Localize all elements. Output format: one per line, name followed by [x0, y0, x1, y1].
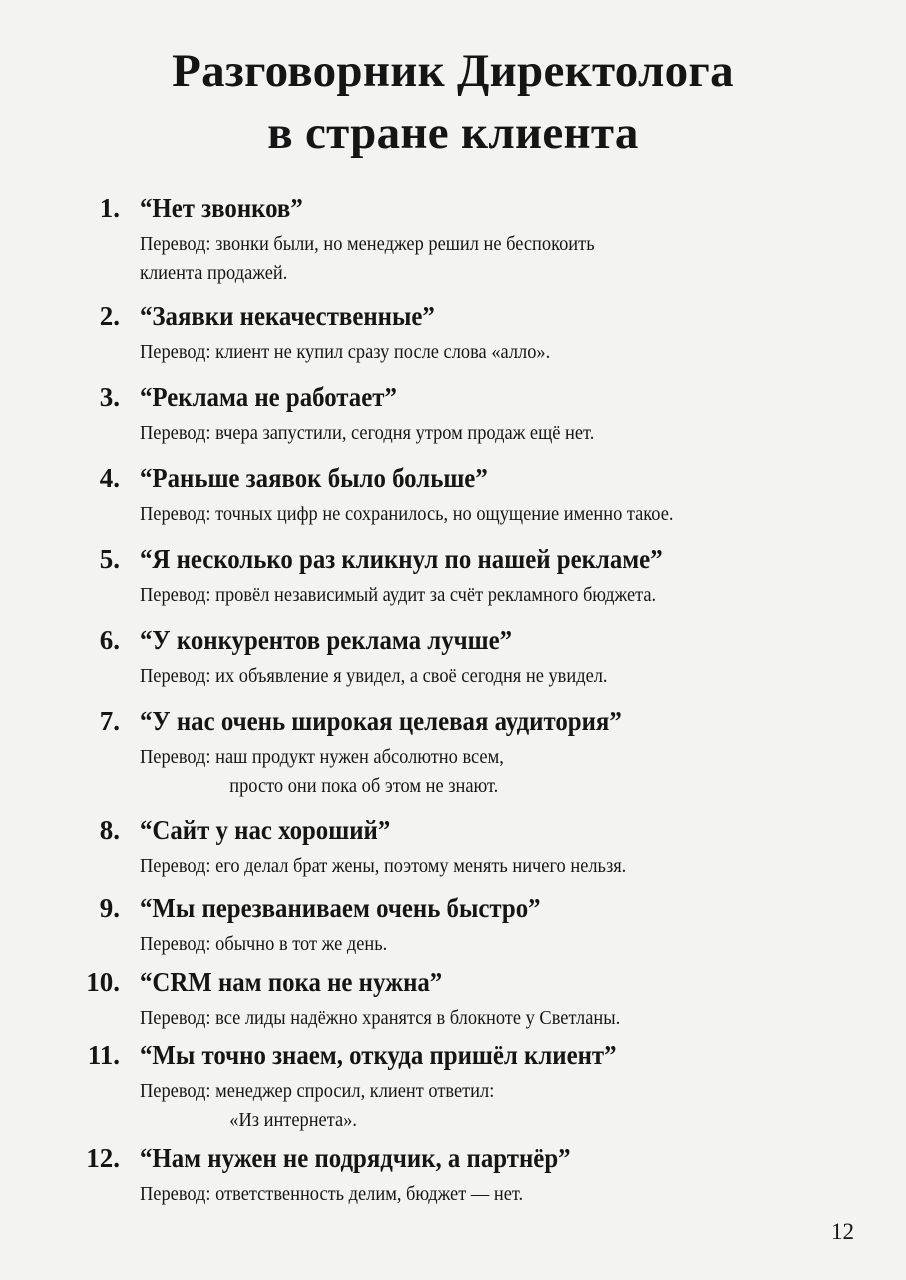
- translation-line: Перевод: ответственность делим, бюджет — нет.: [140, 1183, 524, 1205]
- entry-number: 2.: [99, 301, 120, 331]
- translation-line: Перевод: звонки были, но менеджер решил не беспокоить: [140, 233, 595, 255]
- entry-phrase: “Мы перезваниваем очень быстро”: [140, 893, 541, 923]
- entry-number: 12.: [86, 1143, 120, 1173]
- entry-number: 11.: [87, 1040, 120, 1070]
- entry-translation: [140, 230, 595, 288]
- entry-number: 6.: [99, 625, 120, 655]
- translation-line: Перевод: провёл независимый аудит за счёт рекламного бюджета.: [140, 584, 657, 606]
- entry-translation: [140, 1004, 620, 1033]
- entry-number: 10.: [86, 967, 120, 997]
- entry-phrase: “Раньше заявок было больше”: [140, 463, 488, 493]
- entry-number: 5.: [99, 544, 120, 574]
- translation-line: Перевод: наш продукт нужен абсолютно всем,: [140, 746, 504, 768]
- entry-number: 7.: [99, 706, 120, 736]
- entry-phrase: “Реклама не работает”: [140, 382, 397, 412]
- translation-line: «Из интернета».: [229, 1109, 357, 1131]
- entry-phrase: “У конкурентов реклама лучше”: [140, 625, 513, 655]
- entry-phrase: “У нас очень широкая целевая аудитория”: [140, 706, 622, 736]
- translation-line: Перевод: обычно в тот же день.: [140, 933, 388, 955]
- page-number: 12: [831, 1219, 854, 1244]
- entry-translation: [140, 743, 504, 801]
- entry-number: 3.: [99, 382, 120, 412]
- entry-translation: [140, 581, 656, 610]
- translation-line: Перевод: их объявление я увидел, а своё сегодня не увидел.: [140, 665, 608, 687]
- translation-line: Перевод: все лиды надёжно хранятся в блокноте у Светланы.: [140, 1007, 621, 1029]
- entry-phrase: “Я несколько раз кликнул по нашей рекламе”: [140, 544, 663, 574]
- page-title-line-2: в стране клиента: [267, 107, 639, 159]
- entry-number: 9.: [99, 893, 120, 923]
- entry-translation: [140, 338, 550, 367]
- entry-translation: [140, 930, 387, 959]
- translation-line: Перевод: точных цифр не сохранилось, но ощущение именно такое.: [140, 503, 674, 525]
- entry-translation: [140, 662, 608, 691]
- entry-phrase: “Сайт у нас хороший”: [140, 815, 391, 845]
- entry-translation: [140, 1180, 523, 1209]
- entry-phrase: “Мы точно знаем, откуда пришёл клиент”: [140, 1040, 617, 1070]
- entry-phrase: “CRM нам пока не нужна”: [140, 967, 443, 997]
- translation-line: просто они пока об этом не знают.: [229, 775, 499, 797]
- entry-number: 1.: [99, 193, 120, 223]
- translation-line: Перевод: менеджер спросил, клиент ответил:: [140, 1080, 495, 1102]
- translation-line: Перевод: его делал брат жены, поэтому менять ничего нельзя.: [140, 855, 627, 877]
- entry-number: 8.: [99, 815, 120, 845]
- entry-translation: [140, 1077, 494, 1135]
- entry-number: 4.: [99, 463, 120, 493]
- entry-phrase: “Заявки некачественные”: [140, 301, 435, 331]
- entry-phrase: “Нам нужен не подрядчик, а партнёр”: [140, 1143, 571, 1173]
- entry-translation: [140, 852, 626, 881]
- entry-translation: [140, 419, 594, 448]
- page-title-line-1: Разговорник Директолога: [172, 45, 734, 97]
- translation-line: Перевод: вчера запустили, сегодня утром продаж ещё нет.: [140, 422, 595, 444]
- translation-line: Перевод: клиент не купил сразу после слова «алло».: [140, 341, 551, 363]
- entry-translation: [140, 500, 674, 529]
- translation-line: клиента продажей.: [140, 262, 288, 284]
- entry-phrase: “Нет звонков”: [140, 193, 303, 223]
